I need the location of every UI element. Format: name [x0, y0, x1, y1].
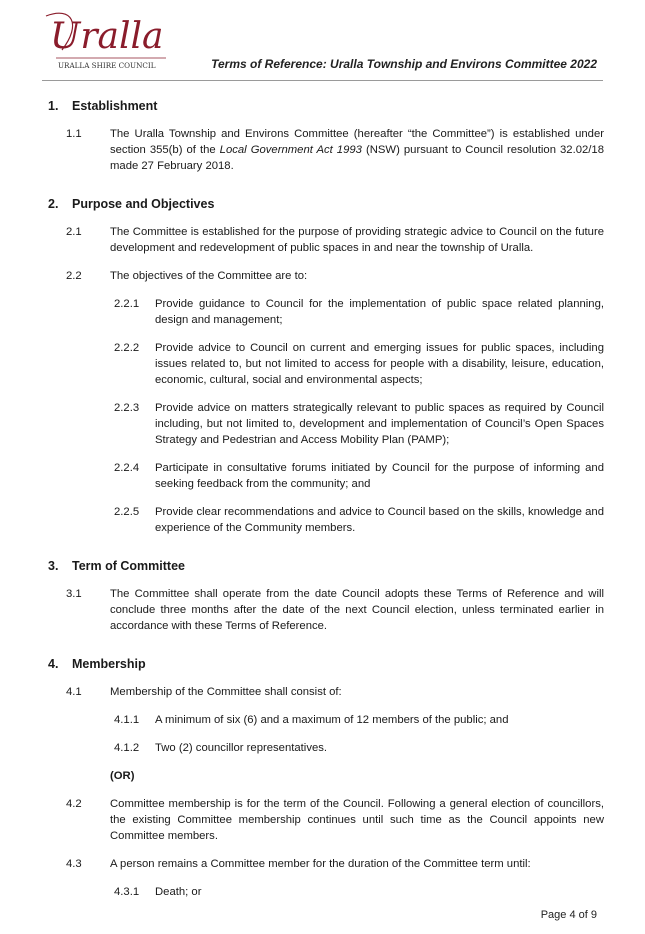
or-label: (OR): [110, 770, 135, 782]
clause: [48, 126, 604, 174]
subclause: [48, 340, 604, 388]
clause-number: 1.1: [66, 128, 82, 140]
clause-text: The Committee is established for the purpose of providing strategic advice to Council on the future development and redevelopment of public spaces in and near the township of Uralla.: [110, 226, 604, 254]
clause: [48, 796, 604, 844]
clause-number: 2.1: [66, 226, 82, 238]
subclause: [48, 884, 604, 900]
clause-text: A person remains a Committee member for the duration of the Committee term until:: [110, 858, 531, 870]
subclause-number: 4.1.1: [114, 714, 140, 726]
section-heading: [48, 656, 604, 672]
subclause: [48, 712, 604, 728]
subclause-text: A minimum of six (6) and a maximum of 12 members of the public; and: [155, 714, 509, 726]
subclause: [48, 740, 604, 756]
section-heading: [48, 558, 604, 574]
section-number: 3.: [48, 559, 59, 573]
subclause-number: 2.2.3: [114, 402, 140, 414]
subclause-number: 2.2.1: [114, 298, 140, 310]
logo-script: Uralla: [50, 16, 164, 57]
clause-text: Committee membership is for the term of the Council. Following a general election of councillors, the existing Committee membership continues until such time as the Council appoints new Committee members.: [110, 798, 604, 842]
subclause-number: 2.2.2: [114, 342, 140, 354]
section-heading: [48, 98, 604, 114]
subclause-number: 2.2.5: [114, 506, 140, 518]
header-divider: [42, 80, 603, 81]
subclause: [48, 504, 604, 536]
clause-number: 4.1: [66, 686, 82, 698]
subclause: [48, 400, 604, 448]
section-title: Term of Committee: [72, 559, 185, 573]
subclause-text: Provide advice on matters strategically relevant to public spaces as required by Council including, but not limited to, development and implementation of Council’s Open Spaces Strategy and Pedestrian and Access Mobility Plan (PAMP);: [155, 402, 604, 446]
clause: [48, 268, 604, 284]
document-header-title: Terms of Reference: Uralla Township and Environs Committee 2022: [211, 57, 597, 71]
section-title: Purpose and Objectives: [72, 197, 215, 211]
section-number: 4.: [48, 657, 59, 671]
section-title: Membership: [72, 657, 146, 671]
clause-number: 4.2: [66, 798, 82, 810]
subclause-text: Provide clear recommendations and advice to Council based on the skills, knowledge and experience of the Community members.: [155, 506, 604, 534]
subclause: [48, 296, 604, 328]
section-number: 1.: [48, 99, 59, 113]
subclause-text: Participate in consultative forums initiated by Council for the purpose of informing and seeking feedback from the community; and: [155, 462, 604, 490]
clause-number: 2.2: [66, 270, 82, 282]
subclause-text: Two (2) councillor representatives.: [155, 742, 328, 754]
subclause-number: 4.3.1: [114, 886, 140, 898]
clause: [48, 684, 604, 700]
clause: [48, 586, 604, 634]
subclause: [48, 460, 604, 492]
subclause-text: Provide guidance to Council for the implementation of public space related planning, design and management;: [155, 298, 604, 326]
section-title: Establishment: [72, 99, 158, 113]
clause-number: 3.1: [66, 588, 82, 600]
subclause-text: Provide advice to Council on current and emerging issues for public spaces, including issues related to, but not limited to access for people with a disability, leisure, education, economic, cultural, social and environmental aspects;: [155, 342, 604, 386]
clause-text: The Uralla Township and Environs Committee (hereafter “the Committee”) is established under section 355(b) of the Local Government Act 1993 (NSW) pursuant to Council resolution 32.02/18 made 27 February 2018.: [110, 128, 604, 172]
clause-number: 4.3: [66, 858, 82, 870]
clause-text: The objectives of the Committee are to:: [110, 270, 308, 282]
subclause-number: 2.2.4: [114, 462, 140, 474]
clause: [48, 856, 604, 872]
clause-text: Membership of the Committee shall consist of:: [110, 686, 342, 698]
logo-caption: URALLA SHIRE COUNCIL: [58, 61, 156, 70]
clause-text: The Committee shall operate from the date Council adopts these Terms of Reference and will conclude three months after the date of the next Council election, unless terminated earlier in accordance with these Terms of Reference.: [110, 588, 604, 632]
document-body: [48, 98, 604, 900]
section-heading: [48, 196, 604, 212]
subclause-number: 4.1.2: [114, 742, 140, 754]
subclause-text: Death; or: [155, 886, 202, 898]
council-logo: [42, 6, 174, 72]
clause: [48, 224, 604, 256]
section-number: 2.: [48, 197, 59, 211]
page-number: Page 4 of 9: [540, 909, 597, 921]
